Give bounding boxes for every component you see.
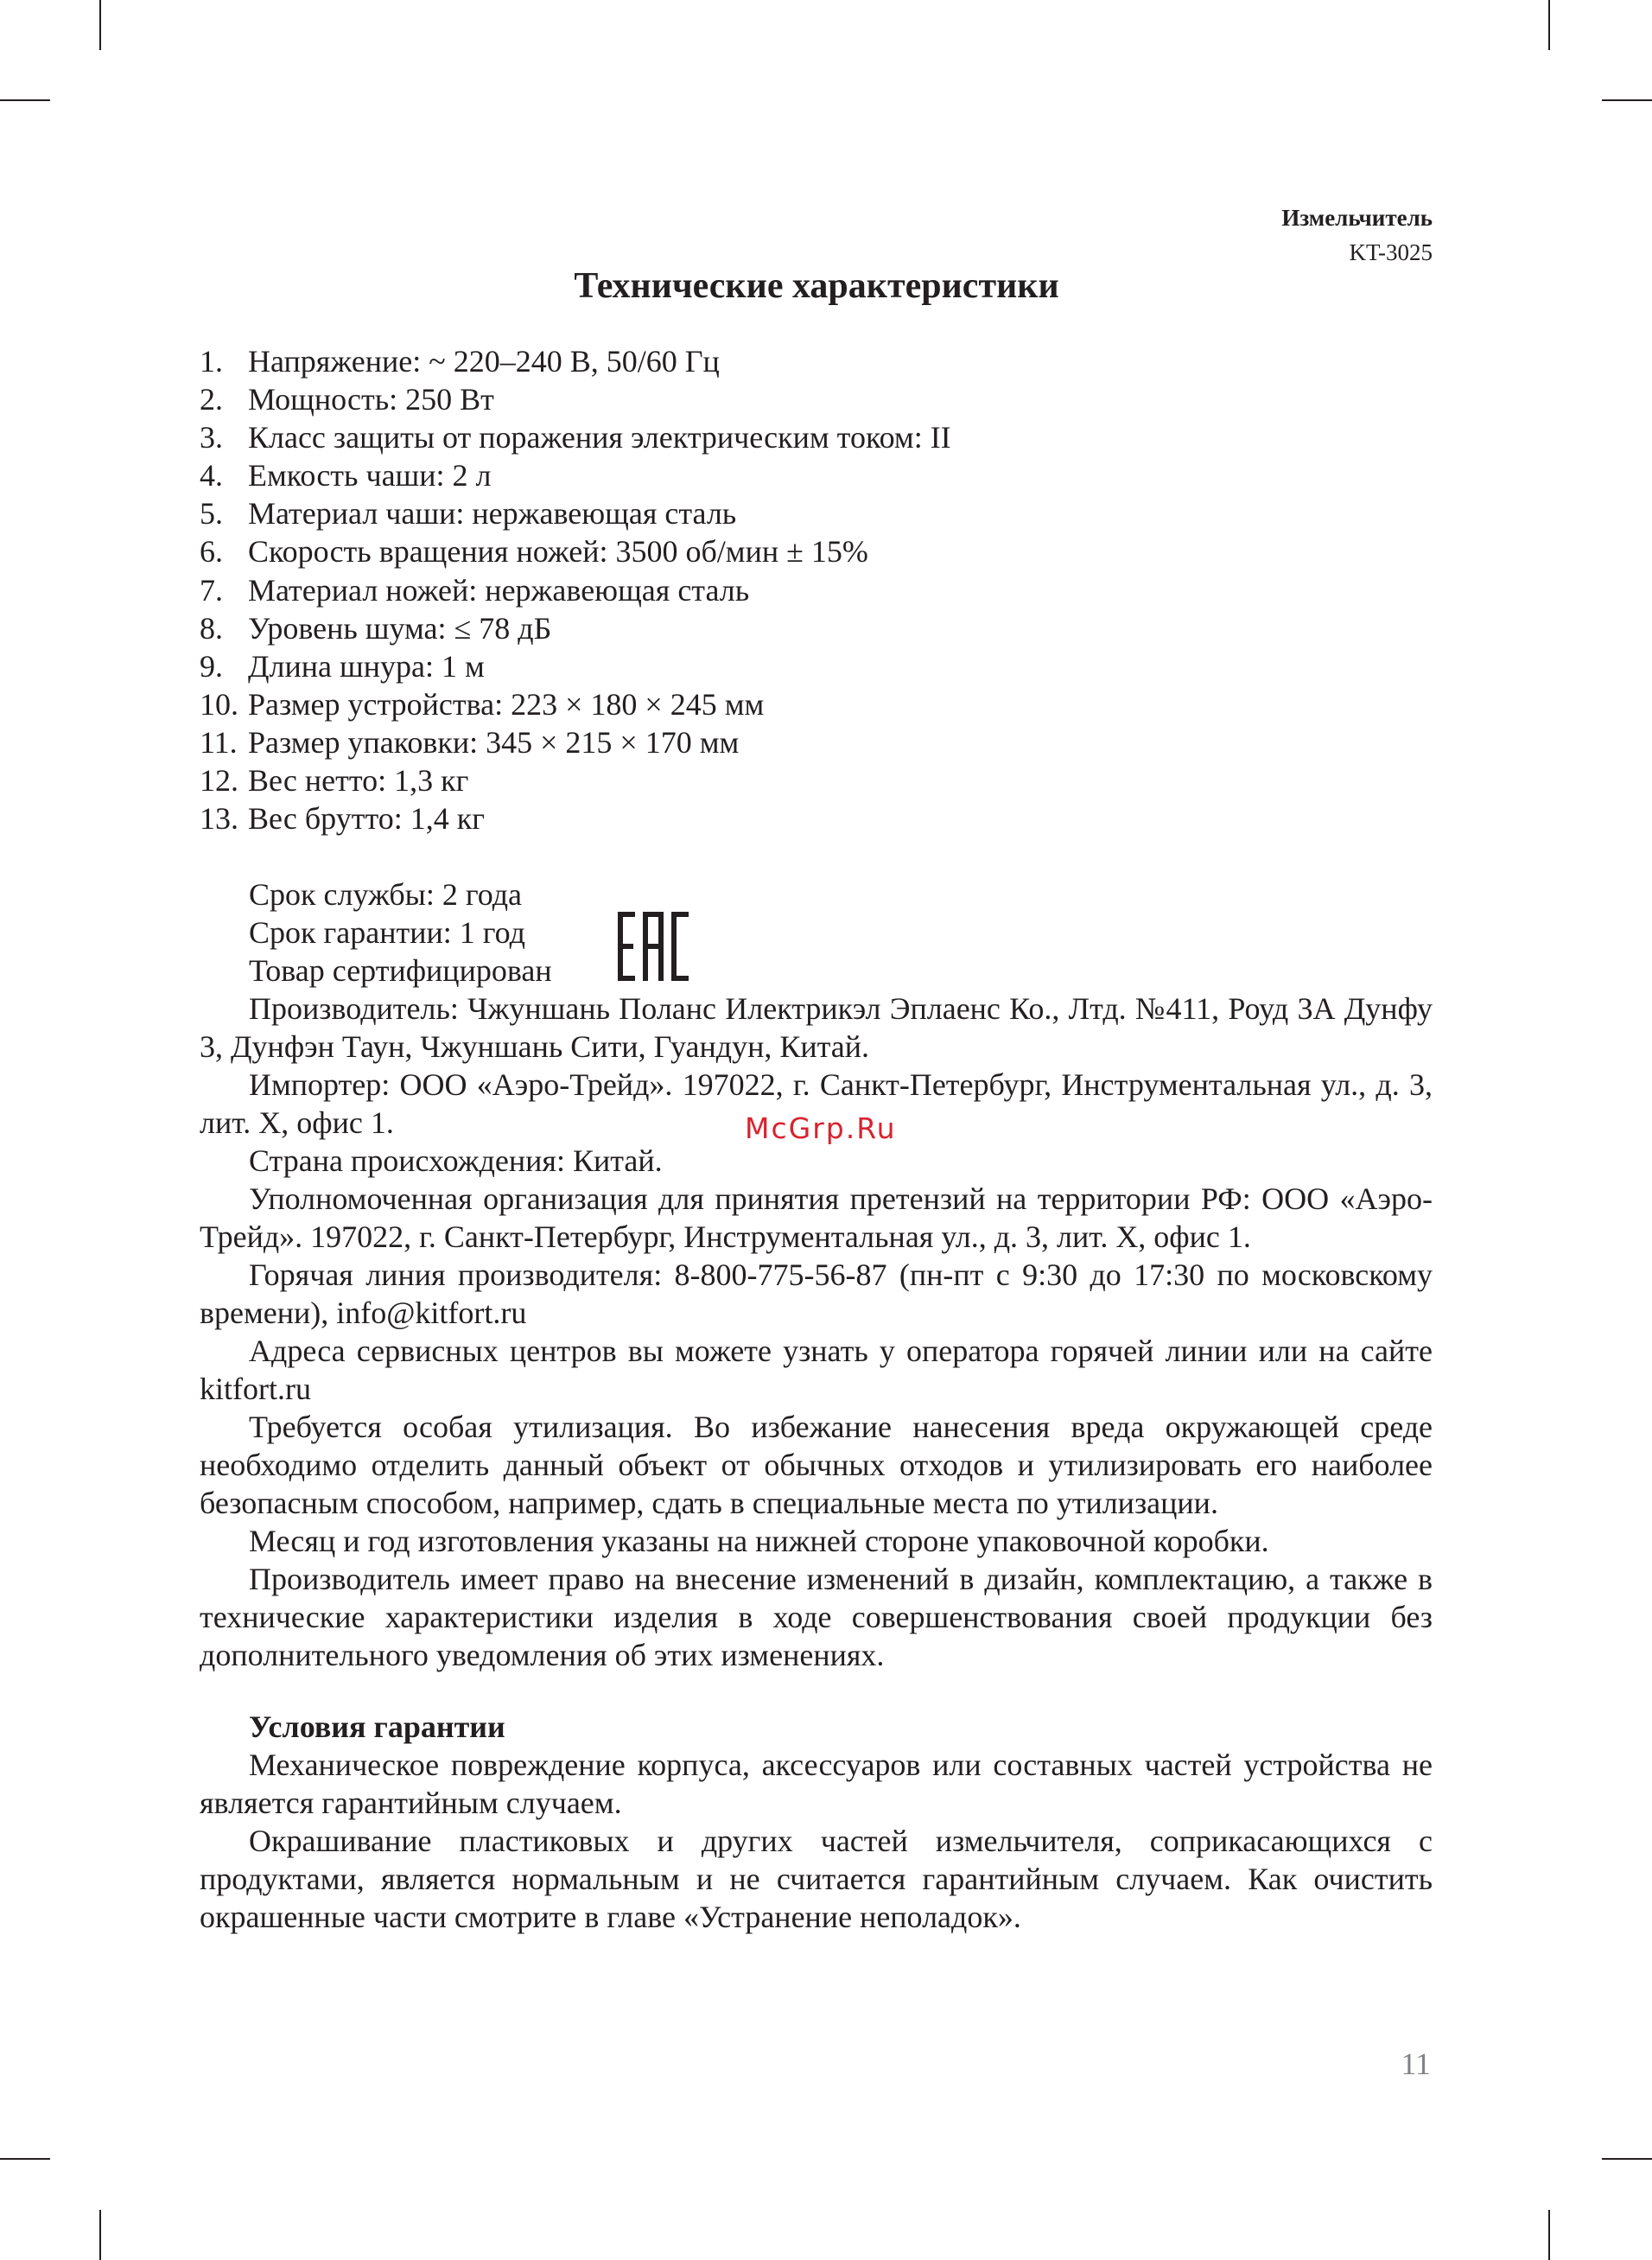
spec-item <box>200 571 1433 609</box>
warranty-period: Срок гарантии: 1 год <box>249 915 525 950</box>
spec-text: Вес брутто: 1,4 кг <box>248 801 485 837</box>
origin-text: Страна происхождения: Китай. <box>249 1143 663 1178</box>
warranty-paragraph: Механическое повреждение корпуса, аксессуаров или составных частей устройства не является гарантийным случаем. <box>200 1748 1433 1820</box>
spec-item <box>200 761 1433 799</box>
spec-number: 8. <box>200 610 223 646</box>
certified-text: Товар сертифицирован <box>249 953 552 988</box>
crop-mark <box>1548 2210 1550 2260</box>
manufacturer-text: Производитель: Чжуншань Поланс Илектрикэл Эплаенс Ко., Лтд. №411, Роуд 3А Дунфу 3, Дунфэн Таун, Чжуншань Сити, Гуандун, Китай. <box>200 991 1433 1064</box>
spec-number: 9. <box>200 648 223 684</box>
crop-mark <box>1548 0 1550 50</box>
spec-text: Скорость вращения ножей: 3500 об/мин ± 15% <box>248 534 868 570</box>
spec-text: Класс защиты от поражения электрическим током: II <box>248 420 951 455</box>
crop-mark <box>0 99 50 101</box>
spec-item <box>200 685 1433 723</box>
spec-text: Напряжение: ~ 220–240 В, 50/60 Гц <box>248 344 720 379</box>
changes-text: Производитель имеет право на внесение изменений в дизайн, комплектацию, а также в технические характеристики изделия в ходе совершенствования своей продукции без дополнительного уведомления об этих изменениях. <box>200 1562 1433 1672</box>
spec-text: Емкость чаши: 2 л <box>248 458 492 493</box>
spec-text: Мощность: 250 Вт <box>248 382 494 417</box>
page-title: Технические характеристики <box>574 266 1059 306</box>
header-model: KT-3025 <box>1349 239 1433 265</box>
spec-text: Размер упаковки: 345 × 215 × 170 мм <box>248 724 740 760</box>
spec-text: Материал чаши: нержавеющая сталь <box>248 496 737 532</box>
spec-item <box>200 494 1433 532</box>
spec-text: Размер устройства: 223 × 180 × 245 мм <box>248 686 765 722</box>
spec-number: 7. <box>200 572 223 608</box>
spec-item <box>200 723 1433 761</box>
warranty-heading: Условия гарантии <box>249 1709 505 1744</box>
hotline-text: Горячая линия производителя: 8-800-775-56-87 (пн-пт с 9:30 до 17:30 по московскому времени), info@kitfort.ru <box>200 1257 1433 1330</box>
header-product: Измельчитель <box>1281 205 1433 231</box>
spec-item <box>200 647 1433 685</box>
spec-number: 4. <box>200 458 223 493</box>
spec-item <box>200 532 1433 570</box>
spec-number: 12. <box>200 763 238 799</box>
spec-item <box>200 456 1433 494</box>
crop-mark <box>99 2210 101 2260</box>
spec-number: 6. <box>200 534 223 570</box>
spec-number: 1. <box>200 344 223 379</box>
spec-text: Уровень шума: ≤ 78 дБ <box>248 610 552 646</box>
page-number: 11 <box>1401 2047 1431 2081</box>
manufacture-date-text: Месяц и год изготовления указаны на нижней стороне упаковочной коробки. <box>249 1524 1269 1558</box>
spec-item <box>200 418 1433 456</box>
spec-number: 5. <box>200 496 223 532</box>
spec-list <box>200 342 1433 837</box>
warranty-paragraph: Окрашивание пластиковых и других частей измельчителя, соприкасающихся с продуктами, является нормальным и не считается гарантийным случаем. Как очистить окрашенные части смотрите в главе «Устранение неполадок». <box>200 1824 1433 1934</box>
spec-text: Материал ножей: нержавеющая сталь <box>248 572 750 608</box>
info-section <box>200 875 1433 1674</box>
service-life: Срок службы: 2 года <box>249 877 523 912</box>
spec-number: 10. <box>200 686 238 722</box>
authorized-org-text: Уполномоченная организация для принятия претензий на территории РФ: ООО «Аэро-Трейд». 197022, г. Санкт-Петербург, Инструментальная ул., д. 3, лит. Х, офис 1. <box>200 1181 1433 1254</box>
warranty-section <box>200 1708 1433 1936</box>
disposal-text: Требуется особая утилизация. Во избежание нанесения вреда окружающей среде необходимо отделить данный объект от обычных отходов и утилизировать его наиболее безопасным способом, например, сдать в специальные места по утилизации. <box>200 1410 1433 1520</box>
crop-mark <box>0 2158 50 2160</box>
crop-mark <box>99 0 101 50</box>
spec-text: Длина шнура: 1 м <box>248 648 485 684</box>
spec-number: 13. <box>200 801 238 837</box>
service-centers-text: Адреса сервисных центров вы можете узнать у оператора горячей линии или на сайте kitfort.ru <box>200 1334 1433 1406</box>
crop-mark <box>1602 99 1652 101</box>
eac-mark-icon <box>618 912 689 981</box>
spec-item <box>200 609 1433 647</box>
importer-text: Импортер: ООО «Аэро-Трейд». 197022, г. Санкт-Петербург, Инструментальная ул., д. 3, лит. Х, офис 1. <box>200 1067 1433 1140</box>
crop-mark <box>1602 2158 1652 2160</box>
spec-number: 11. <box>200 724 238 760</box>
spec-item <box>200 380 1433 418</box>
spec-number: 2. <box>200 382 223 417</box>
spec-number: 3. <box>200 420 223 455</box>
spec-item <box>200 342 1433 380</box>
watermark: McGrp.Ru <box>745 1111 897 1145</box>
spec-item <box>200 799 1433 837</box>
spec-text: Вес нетто: 1,3 кг <box>248 763 469 799</box>
